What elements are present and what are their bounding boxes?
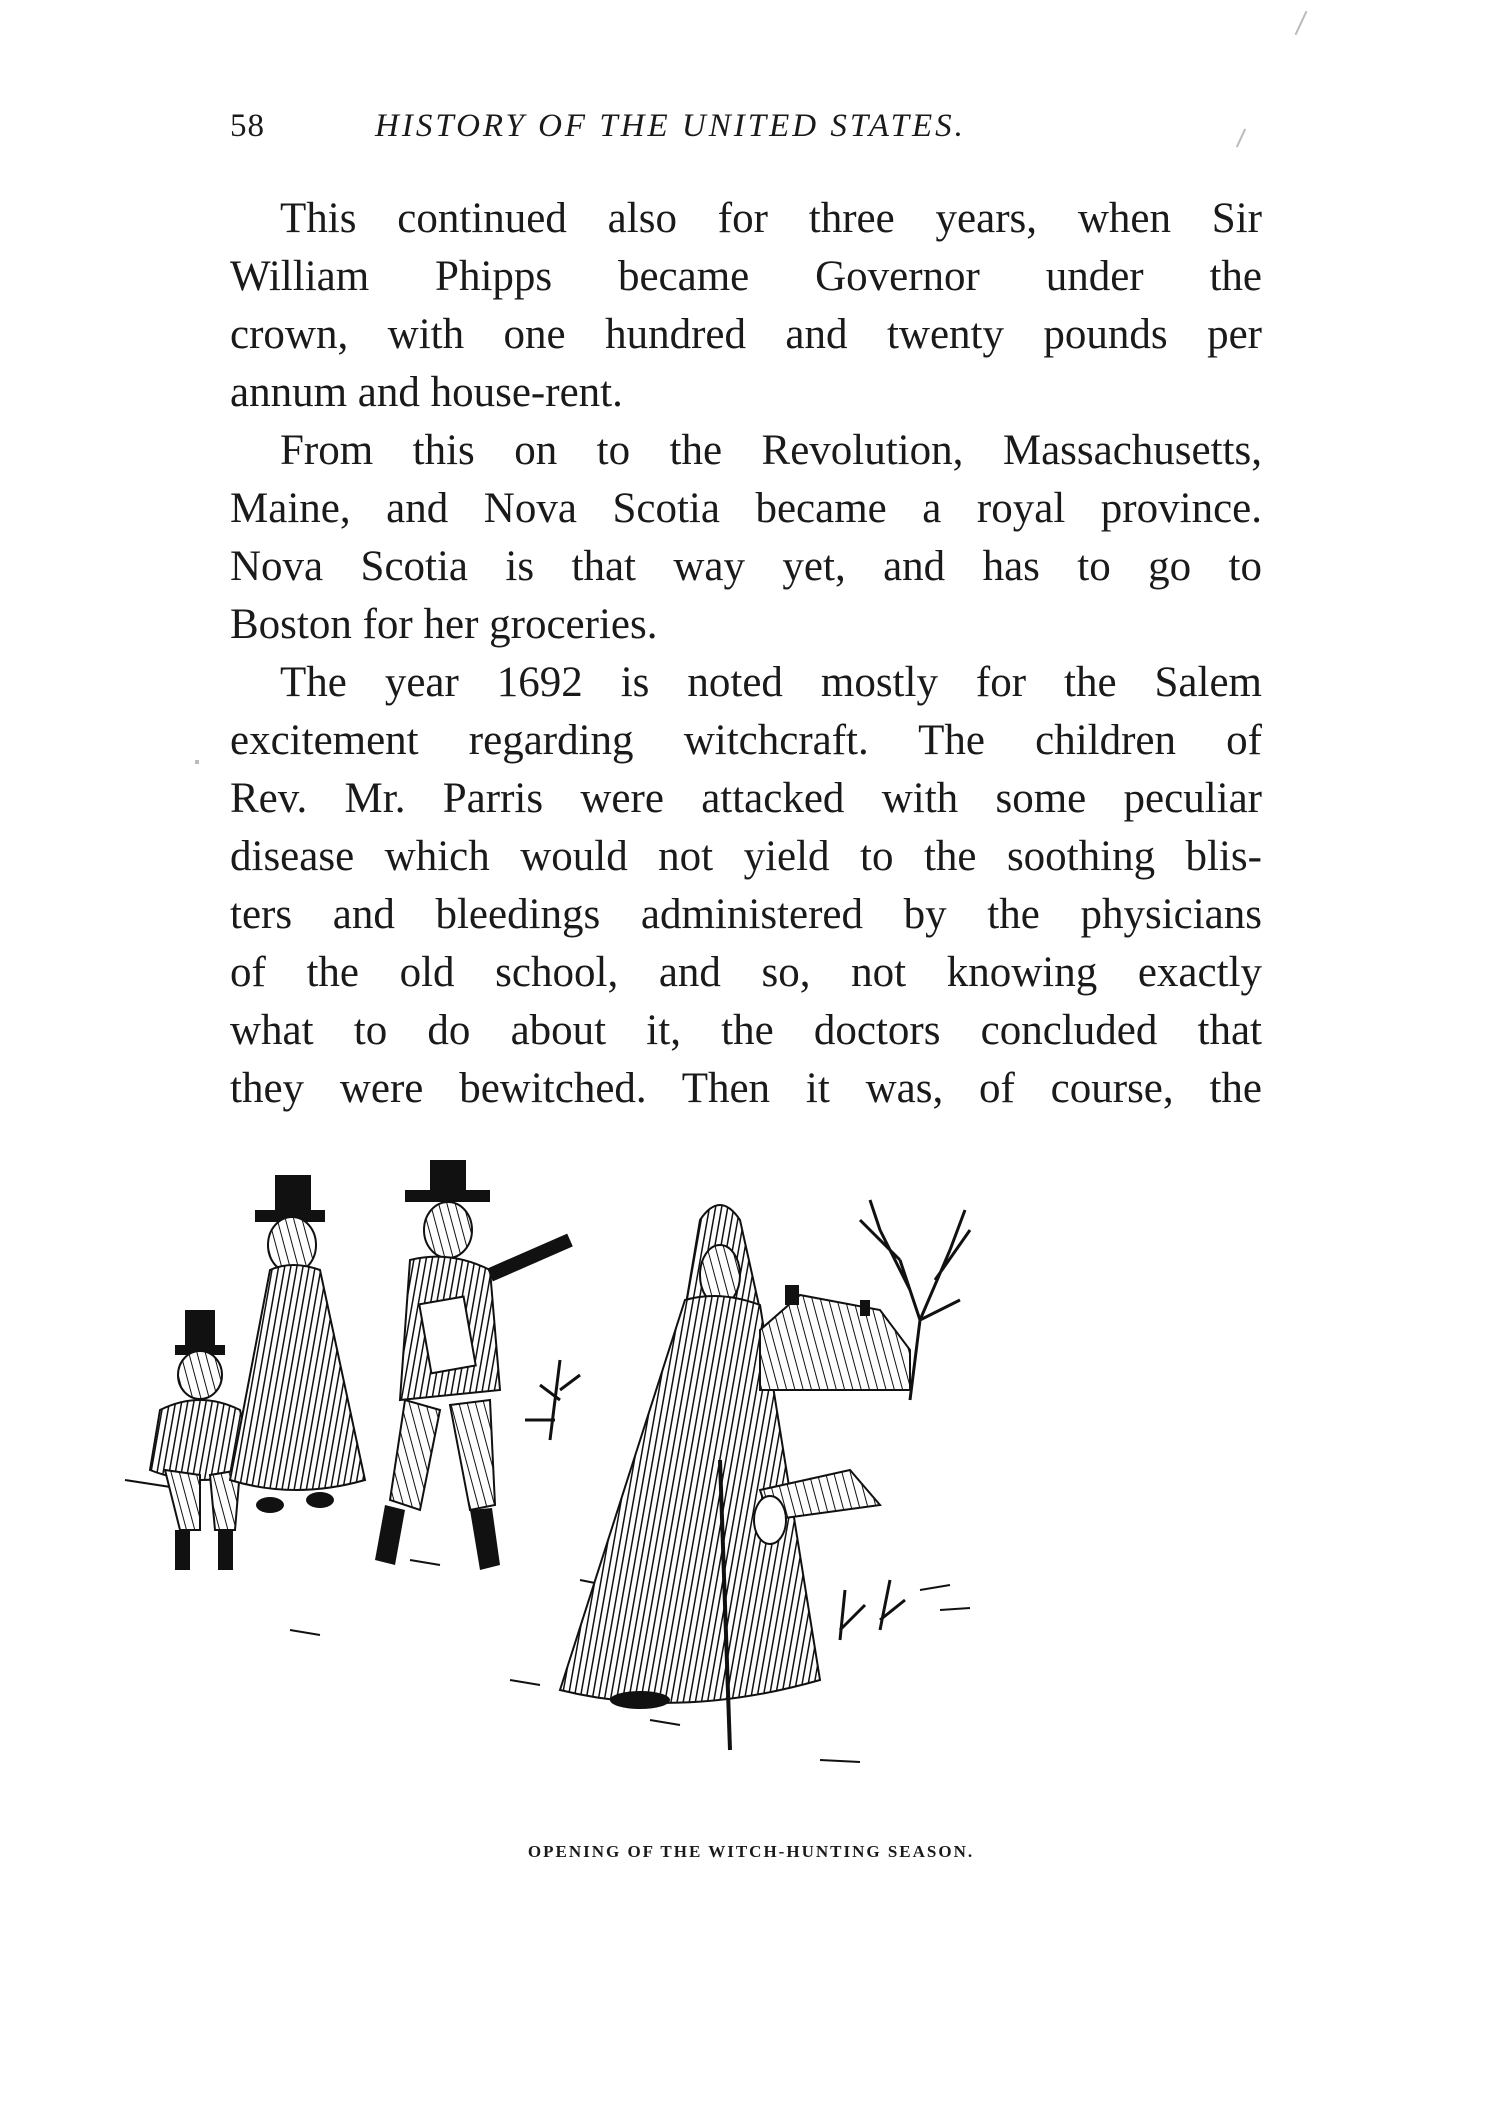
running-title: HISTORY OF THE UNITED STATES. [375, 108, 966, 144]
text-line: Boston for her groceries. [230, 601, 658, 648]
page-number: 58 [230, 108, 265, 144]
witch-hunt-illustration [120, 1160, 1210, 1800]
text-line: The year 1692 is noted mostly for the Salem [280, 659, 1262, 706]
paragraph [230, 422, 1262, 654]
text-line: This continued also for three years, when Sir [280, 195, 1262, 242]
text-line: what to do about it, the doctors concluded that [230, 1007, 1262, 1054]
text-line: of the old school, and so, not knowing exactly [230, 949, 1262, 996]
scan-speck [1236, 129, 1246, 148]
text-line: William Phipps became Governor under the [230, 253, 1262, 300]
illustration-caption: OPENING OF THE WITCH-HUNTING SEASON. [527, 1842, 975, 1861]
text-line: ters and bleedings administered by the physicians [230, 891, 1262, 938]
text-line: Rev. Mr. Parris were attacked with some peculiar [230, 775, 1262, 822]
paragraph [230, 190, 1262, 422]
figure-walking-man [375, 1160, 570, 1570]
text-line: excitement regarding witchcraft. The children of [230, 717, 1262, 764]
scan-speck [195, 760, 199, 764]
paragraph [230, 654, 1262, 1118]
shrub [525, 1360, 580, 1440]
body-text [230, 190, 1262, 1118]
figure-old-woman [560, 1205, 880, 1750]
text-line: Maine, and Nova Scotia became a royal province. [230, 485, 1262, 532]
text-line: From this on to the Revolution, Massachusetts, [280, 427, 1262, 474]
text-line: they were bewitched. Then it was, of course, the [230, 1065, 1262, 1112]
text-line: disease which would not yield to the soothing blis- [230, 833, 1262, 880]
scan-speck [1295, 11, 1308, 35]
text-line: annum and house-rent. [230, 369, 623, 416]
farmhouse [760, 1285, 910, 1390]
text-line: crown, with one hundred and twenty pounds per [230, 311, 1262, 358]
twigs [840, 1580, 905, 1640]
text-line: Nova Scotia is that way yet, and has to go to [230, 543, 1262, 590]
figure-cloaked-man [230, 1175, 365, 1513]
